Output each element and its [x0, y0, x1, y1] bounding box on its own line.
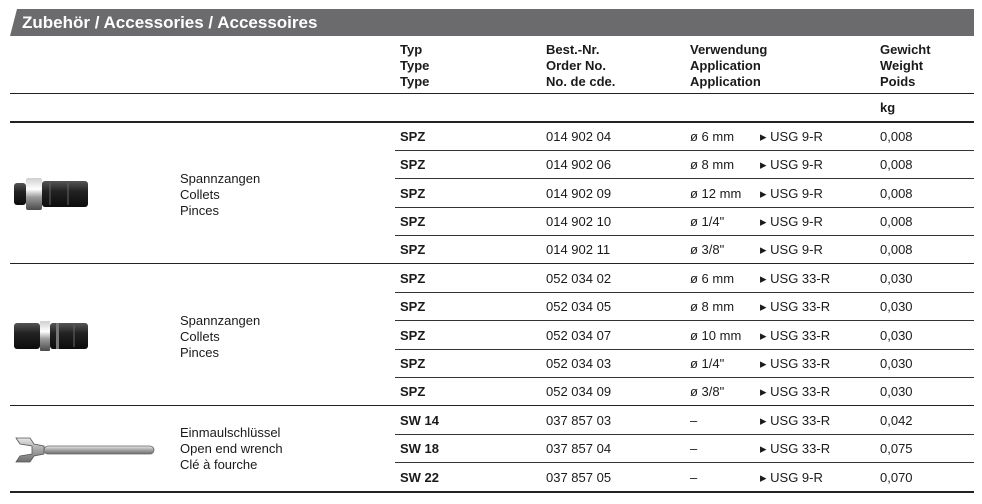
group-label-de: Spannzangen [180, 171, 261, 186]
cell-type: SPZ [400, 384, 426, 399]
cell-weight: 0,030 [880, 328, 913, 343]
cell-weight: 0,070 [880, 470, 913, 485]
group-label-fr: Clé à fourche [180, 457, 258, 472]
cell-type: SPZ [400, 242, 426, 257]
cell-order-no: 052 034 05 [546, 299, 612, 314]
header-type-fr: Type [400, 74, 430, 89]
table-row [0, 406, 982, 434]
cell-application: ▸ USG 33-R [760, 328, 831, 343]
cell-application: ▸ USG 9-R [760, 470, 823, 485]
cell-diameter: ø 1/4" [690, 356, 725, 371]
cell-application: ▸ USG 33-R [760, 413, 831, 428]
cell-order-no: 037 857 05 [546, 470, 612, 485]
group-label-fr: Pinces [180, 203, 220, 218]
cell-type: SPZ [400, 214, 426, 229]
cell-diameter: ø 6 mm [690, 271, 735, 286]
cell-type: SPZ [400, 157, 426, 172]
cell-type: SPZ [400, 129, 426, 144]
table-row [0, 150, 982, 178]
group-label-de: Spannzangen [180, 313, 261, 328]
header-divider [10, 93, 974, 94]
cell-diameter: ø 1/4" [690, 214, 725, 229]
cell-order-no: 014 902 09 [546, 186, 612, 201]
cell-order-no: 052 034 02 [546, 271, 612, 286]
header-application [690, 42, 767, 90]
group-label-fr: Pinces [180, 345, 220, 360]
group-label-en: Open end wrench [180, 441, 283, 456]
group-label-de: Einmaulschlüssel [180, 425, 281, 440]
header-type [400, 42, 429, 90]
cell-application: ▸ USG 9-R [760, 129, 823, 144]
cell-application: ▸ USG 9-R [760, 214, 823, 229]
cell-weight: 0,008 [880, 186, 913, 201]
cell-diameter: ø 8 mm [690, 157, 735, 172]
cell-application: ▸ USG 9-R [760, 186, 823, 201]
cell-weight: 0,008 [880, 129, 913, 144]
cell-diameter: – [690, 470, 698, 485]
cell-type: SPZ [400, 356, 426, 371]
cell-diameter: ø 6 mm [690, 129, 735, 144]
cell-application: ▸ USG 33-R [760, 384, 831, 399]
cell-order-no: 014 902 11 [546, 242, 611, 257]
table-row [0, 235, 982, 263]
cell-order-no: 014 902 06 [546, 157, 612, 172]
table-row [0, 434, 982, 462]
cell-order-no: 037 857 04 [546, 441, 612, 456]
weight-unit: kg [880, 100, 896, 115]
group-label-en: Collets [180, 329, 220, 344]
header-order-de: Best.-Nr. [546, 42, 600, 57]
header-type-de: Typ [400, 42, 423, 57]
cell-order-no: 052 034 03 [546, 356, 612, 371]
cell-order-no: 037 857 03 [546, 413, 612, 428]
cell-weight: 0,042 [880, 413, 913, 428]
table-row [0, 179, 982, 207]
header-order [546, 42, 615, 90]
section-title-bar [10, 9, 974, 36]
cell-type: SPZ [400, 299, 426, 314]
header-order-en: Order No. [546, 58, 606, 73]
header-application-en: Application [690, 58, 761, 73]
header-application-de: Verwendung [690, 42, 768, 57]
cell-application: ▸ USG 9-R [760, 157, 823, 172]
cell-type: SPZ [400, 186, 426, 201]
cell-type: SW 22 [400, 470, 440, 485]
cell-application: ▸ USG 33-R [760, 356, 831, 371]
cell-application: ▸ USG 33-R [760, 441, 831, 456]
section-title: Zubehör / Accessories / Accessoires [22, 13, 318, 32]
cell-application: ▸ USG 33-R [760, 299, 831, 314]
cell-weight: 0,008 [880, 157, 913, 172]
cell-weight: 0,008 [880, 214, 913, 229]
table-row [0, 463, 982, 491]
cell-diameter: – [690, 413, 698, 428]
cell-diameter: ø 3/8" [690, 384, 725, 399]
cell-order-no: 052 034 09 [546, 384, 612, 399]
cell-weight: 0,030 [880, 299, 913, 314]
cell-diameter: – [690, 441, 698, 456]
cell-weight: 0,008 [880, 242, 913, 257]
header-weight-fr: Poids [880, 74, 916, 89]
cell-type: SPZ [400, 271, 426, 286]
cell-order-no: 014 902 10 [546, 214, 612, 229]
cell-order-no: 052 034 07 [546, 328, 612, 343]
table-bottom-rule [10, 491, 974, 493]
title-notch [10, 9, 17, 36]
header-weight-de: Gewicht [880, 42, 931, 57]
header-order-fr: No. de cde. [546, 74, 616, 89]
cell-diameter: ø 3/8" [690, 242, 725, 257]
cell-application: ▸ USG 33-R [760, 271, 831, 286]
cell-order-no: 014 902 04 [546, 129, 612, 144]
cell-weight: 0,075 [880, 441, 913, 456]
cell-application: ▸ USG 9-R [760, 242, 823, 257]
cell-weight: 0,030 [880, 356, 913, 371]
table-row [0, 264, 982, 292]
table-row [0, 377, 982, 405]
table-row [0, 349, 982, 377]
table-row [0, 207, 982, 235]
table-row [0, 122, 982, 150]
header-application-fr: Application [690, 74, 761, 89]
header-type-en: Type [400, 58, 430, 73]
cell-type: SW 18 [400, 441, 440, 456]
cell-type: SW 14 [400, 413, 440, 428]
cell-type: SPZ [400, 328, 426, 343]
cell-weight: 0,030 [880, 271, 913, 286]
table-row [0, 321, 982, 349]
cell-diameter: ø 12 mm [690, 186, 742, 201]
cell-weight: 0,030 [880, 384, 913, 399]
header-weight-en: Weight [880, 58, 924, 73]
cell-diameter: ø 10 mm [690, 328, 742, 343]
cell-diameter: ø 8 mm [690, 299, 735, 314]
table-row [0, 292, 982, 320]
group-label-en: Collets [180, 187, 220, 202]
header-weight [880, 42, 931, 90]
